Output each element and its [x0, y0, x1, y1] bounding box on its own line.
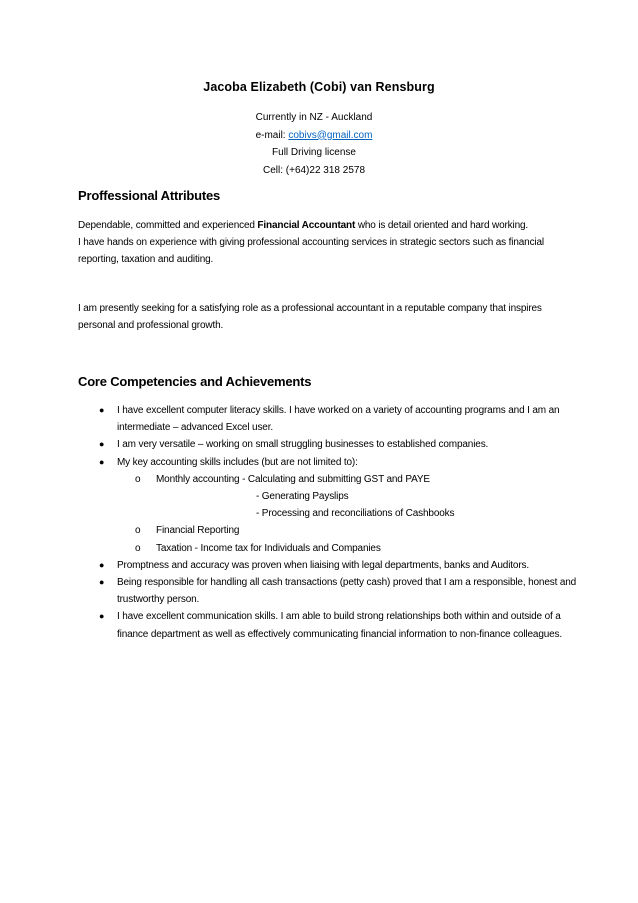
bullet-icon: ●: [99, 611, 105, 622]
list-item-text: Being responsible for handling all cash transactions (petty cash) proved that I am a responsible, honest and trustworthy person.: [117, 577, 577, 606]
list-item-text: I have excellent communication skills. I am able to build strong relationships both within and outside of a finance department as well as effectively communicating financial information to non-finance colleagues.: [117, 611, 563, 640]
list-item-text: I have excellent computer literacy skills. I have worked on a variety of accounting programs and I am an intermediate – advanced Excel user.: [117, 405, 560, 434]
sub-list-item: [78, 540, 578, 557]
sub-list-continuation: - Processing and reconciliations of Cashbooks: [256, 508, 455, 520]
section-heading-attributes: Proffessional Attributes: [78, 188, 221, 203]
location-line: Currently in NZ - Auckland: [255, 112, 373, 123]
sub-list-item-text: Financial Reporting: [156, 525, 240, 537]
bullet-icon: ●: [99, 456, 105, 467]
bullet-icon: ●: [99, 577, 105, 588]
email-line: [196, 127, 432, 145]
list-item-text: I am very versatile – working on small struggling businesses to established companies.: [117, 439, 489, 451]
circle-bullet-icon: o: [135, 542, 141, 554]
sub-list-continuation: - Generating Payslips: [256, 491, 349, 503]
bullet-icon: ●: [99, 405, 105, 415]
attributes-bold-title: Financial Accountant: [257, 220, 356, 231]
bullet-icon: ●: [99, 439, 105, 450]
attributes-paragraph: [78, 217, 568, 269]
attributes-text-start: Dependable, committed and experienced: [78, 220, 258, 231]
list-item: [78, 574, 578, 608]
list-item: [78, 436, 578, 453]
sub-list-item: [78, 471, 578, 488]
core-bullet-list: [78, 402, 578, 643]
list-item-text: Promptness and accuracy was proven when liaising with legal departments, banks and Auditors.: [117, 559, 529, 571]
sub-list-item-text: Taxation - Income tax for Individuals and Companies: [156, 542, 381, 554]
circle-bullet-icon: o: [135, 525, 141, 537]
candidate-name: Jacoba Elizabeth (Cobi) van Rensburg: [203, 80, 435, 94]
list-item: [78, 454, 578, 471]
seeking-paragraph: I am presently seeking for a satisfying role as a professional accountant in a reputable company that inspires personal and professional growth.: [78, 303, 542, 332]
attributes-text-end: who is detail oriented and hard working.: [355, 220, 529, 231]
sub-list-item: [78, 522, 578, 539]
circle-bullet-icon: o: [135, 473, 141, 485]
list-item-text: My key accounting skills includes (but are not limited to):: [117, 456, 358, 468]
email-prefix: e-mail:: [255, 129, 289, 141]
license-line: Full Driving license: [272, 147, 356, 158]
section-heading-core: Core Competencies and Achievements: [78, 374, 312, 389]
email-link[interactable]: cobivs@gmail.com: [288, 129, 373, 141]
attributes-text-line2: I have hands on experience with giving professional accounting services in strategic sectors such as financial reporting, taxation and auditing.: [78, 237, 544, 266]
cell-line: Cell: (+64)22 318 2578: [262, 164, 366, 176]
list-item: [78, 608, 578, 642]
bullet-icon: ●: [99, 559, 105, 570]
list-item: [78, 557, 578, 574]
contact-block: [196, 109, 432, 179]
sub-list-item-text: Monthly accounting - Calculating and submitting GST and PAYE: [156, 473, 430, 485]
list-item: [78, 402, 578, 436]
